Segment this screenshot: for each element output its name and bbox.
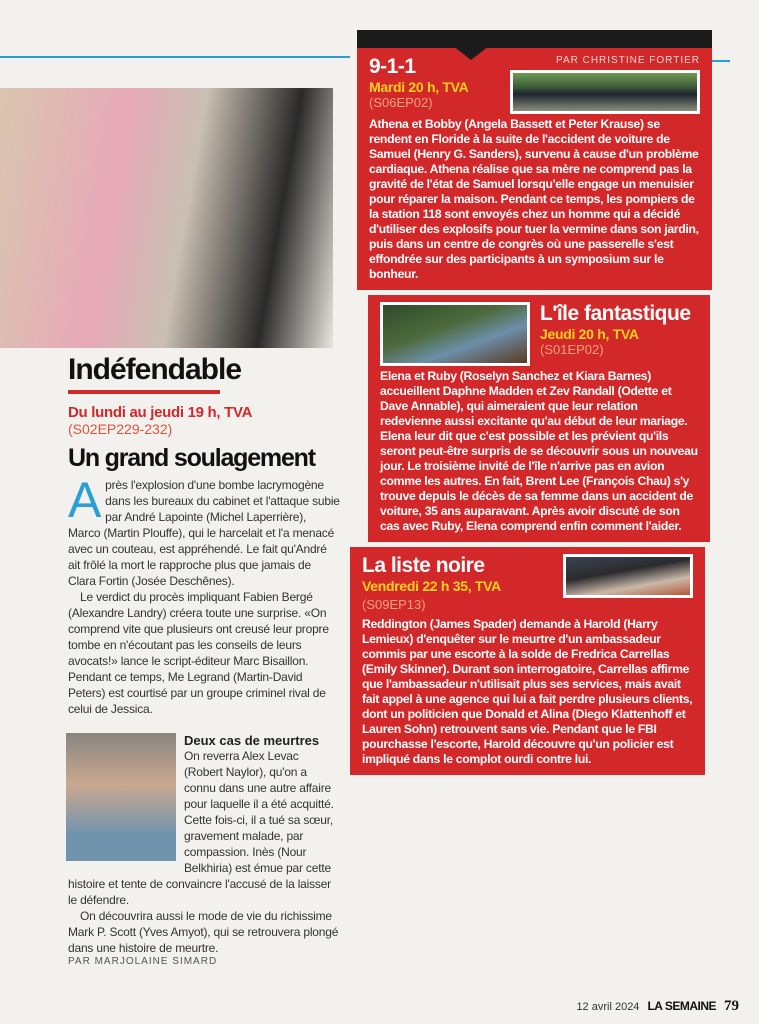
- paragraph: Le verdict du procès impliquant Fabien Bergé (Alexandre Landry) créera toute une surprise. «On comprend vite que plusieurs ont creusé leur propre tombe en n'écoutant pas les conseils de leurs avocats!» lance le script-éditeur Marc Bisaillon. Pendant ce temps, Me Legrand (Martin-David Peters) est courtisé par un groupe criminel rival de celui de Jessica.: [68, 590, 329, 716]
- box-liste-noire: [350, 547, 705, 775]
- show-title: 9-1-1: [369, 55, 416, 78]
- schedule: Du lundi au jeudi 19 h, TVA: [68, 404, 253, 421]
- dropcap: A: [68, 472, 102, 528]
- box-9-1-1-wrapper: [350, 30, 712, 290]
- rule-left: [0, 56, 350, 58]
- schedule: Vendredi 22 h 35, TVA: [362, 578, 501, 594]
- right-column: [350, 30, 712, 775]
- episode: (S02EP229-232): [68, 421, 173, 437]
- title-underline: [68, 390, 220, 394]
- issue-date: 12 avril 2024: [576, 1001, 640, 1013]
- footer: [576, 998, 739, 1015]
- box-9-1-1: [357, 48, 712, 290]
- photo-indefendable-kiss: [0, 88, 333, 348]
- photo-firefighters: [510, 70, 700, 114]
- rule-right: [712, 60, 730, 62]
- synopsis: Elena et Ruby (Roselyn Sanchez et Kiara Barnes) accueillent Daphne Madden et Zev Randall (Odette et Dave Annable), qui aimeraient que leur relation redevienne aussi excitante qu'au début de leur mariage. Elena leur dit que c'est possible et les prévient qu'ils seront peut-être surpris de se découvrir sous un nouveau jour. Le troisième invité de l'île n'arrive pas en avion comme les autres. En fait, Brent Lee (François Chau) s'y trouve depuis le décès de sa femme dans un accident de voiture, 35 ans auparavant. Après avoir discuté de son cas avec Ruby, Elena comprend enfin comment l'aider.: [380, 369, 698, 533]
- box-ile-fantastique: [368, 295, 710, 542]
- byline-top: PAR CHRISTINE FORTIER: [556, 55, 700, 66]
- paragraph: près l'explosion d'une bombe lacrymogène dans les bureaux du cabinet et l'attaque subie par André Lapointe (Michel Laperrière), Marco (Martin Plouffe), qui le harcelait et l'a menacé avec un couteau, est appréhendé. Le fait qu'André ait frôlé la mort le rapproche plus que jamais de Clara Fortin (Josée Deschênes).: [68, 478, 340, 588]
- photo-liste-noire: [563, 554, 693, 598]
- page-number: 79: [724, 998, 739, 1014]
- episode: (S09EP13): [362, 597, 426, 612]
- show-title: Indéfendable: [68, 353, 242, 386]
- magazine-logo: LA SEMAINE: [647, 999, 716, 1013]
- show-title: La liste noire: [362, 554, 485, 577]
- episode: (S06EP02): [369, 95, 433, 110]
- headline: Un grand soulagement: [68, 444, 315, 472]
- subheading: Deux cas de meurtres: [184, 733, 320, 748]
- indefendable-article: [68, 352, 340, 967]
- byline: PAR MARJOLAINE SIMARD: [68, 956, 218, 967]
- schedule: Mardi 20 h, TVA: [369, 79, 469, 95]
- top-band: [357, 30, 712, 48]
- paragraph: On reverra Alex Levac (Robert Naylor), qu'on a connu dans une autre affaire pour laquelle il a été acquitté. Cette fois-ci, il a tué sa sœur, gravement malade, par compassion. Inès (Nour Belkhiria) est émue par cette histoire et tente de convaincre l'accusé de la laisser le défendre.: [68, 749, 334, 907]
- show-title: L'île fantastique: [540, 302, 691, 325]
- synopsis: Reddington (James Spader) demande à Harold (Harry Lemieux) d'enquêter sur le meurtre d'un ambassadeur commis par une escorte à la solde de Fredrica Carrellas (Emily Skinner). Durant son interrogatoire, Carrellas affirme que l'ambassadeur n'utilisait plus ses services, mais avait fait appel à une agence qui lui a fait perdre plusieurs clients, dont un politicien que Donald et Alina (Diego Klattenhoff et Lauren Sohn) retrouvent sans vie. Pendant que le FBI pourchasse l'escorte, Harold découvre qu'un policier est impliqué dans le complot ourdi contre lui.: [362, 617, 693, 766]
- episode: (S01EP02): [540, 342, 604, 357]
- notch-icon: [453, 46, 489, 60]
- paragraph: On découvrira aussi le mode de vie du richissime Mark P. Scott (Yves Amyot), qui se retrouvera plongé dans une histoire de meurtre.: [68, 909, 339, 955]
- schedule: Jeudi 20 h, TVA: [540, 326, 639, 342]
- synopsis: Athena et Bobby (Angela Bassett et Peter Krause) se rendent en Floride à la suite de l'accident de voiture de Samuel (Henry G. Sanders), survenu à cause d'un problème cardiaque. Athena réalise que sa mère ne comprend pas la gravité de l'état de Samuel lorsqu'elle engage un menuisier pour réparer la maison. Pendant ce temps, les pompiers de la station 118 sont envoyés chez un homme qui a décidé d'utiliser des explosifs pour tuer la vermine dans son jardin, puis dans un centre de congrès où une passerelle s'est effondrée sur des participants à un symposium sur le bonheur.: [369, 117, 699, 281]
- photo-ile-fantastique: [380, 302, 530, 366]
- photo-robert-naylor: [66, 733, 176, 861]
